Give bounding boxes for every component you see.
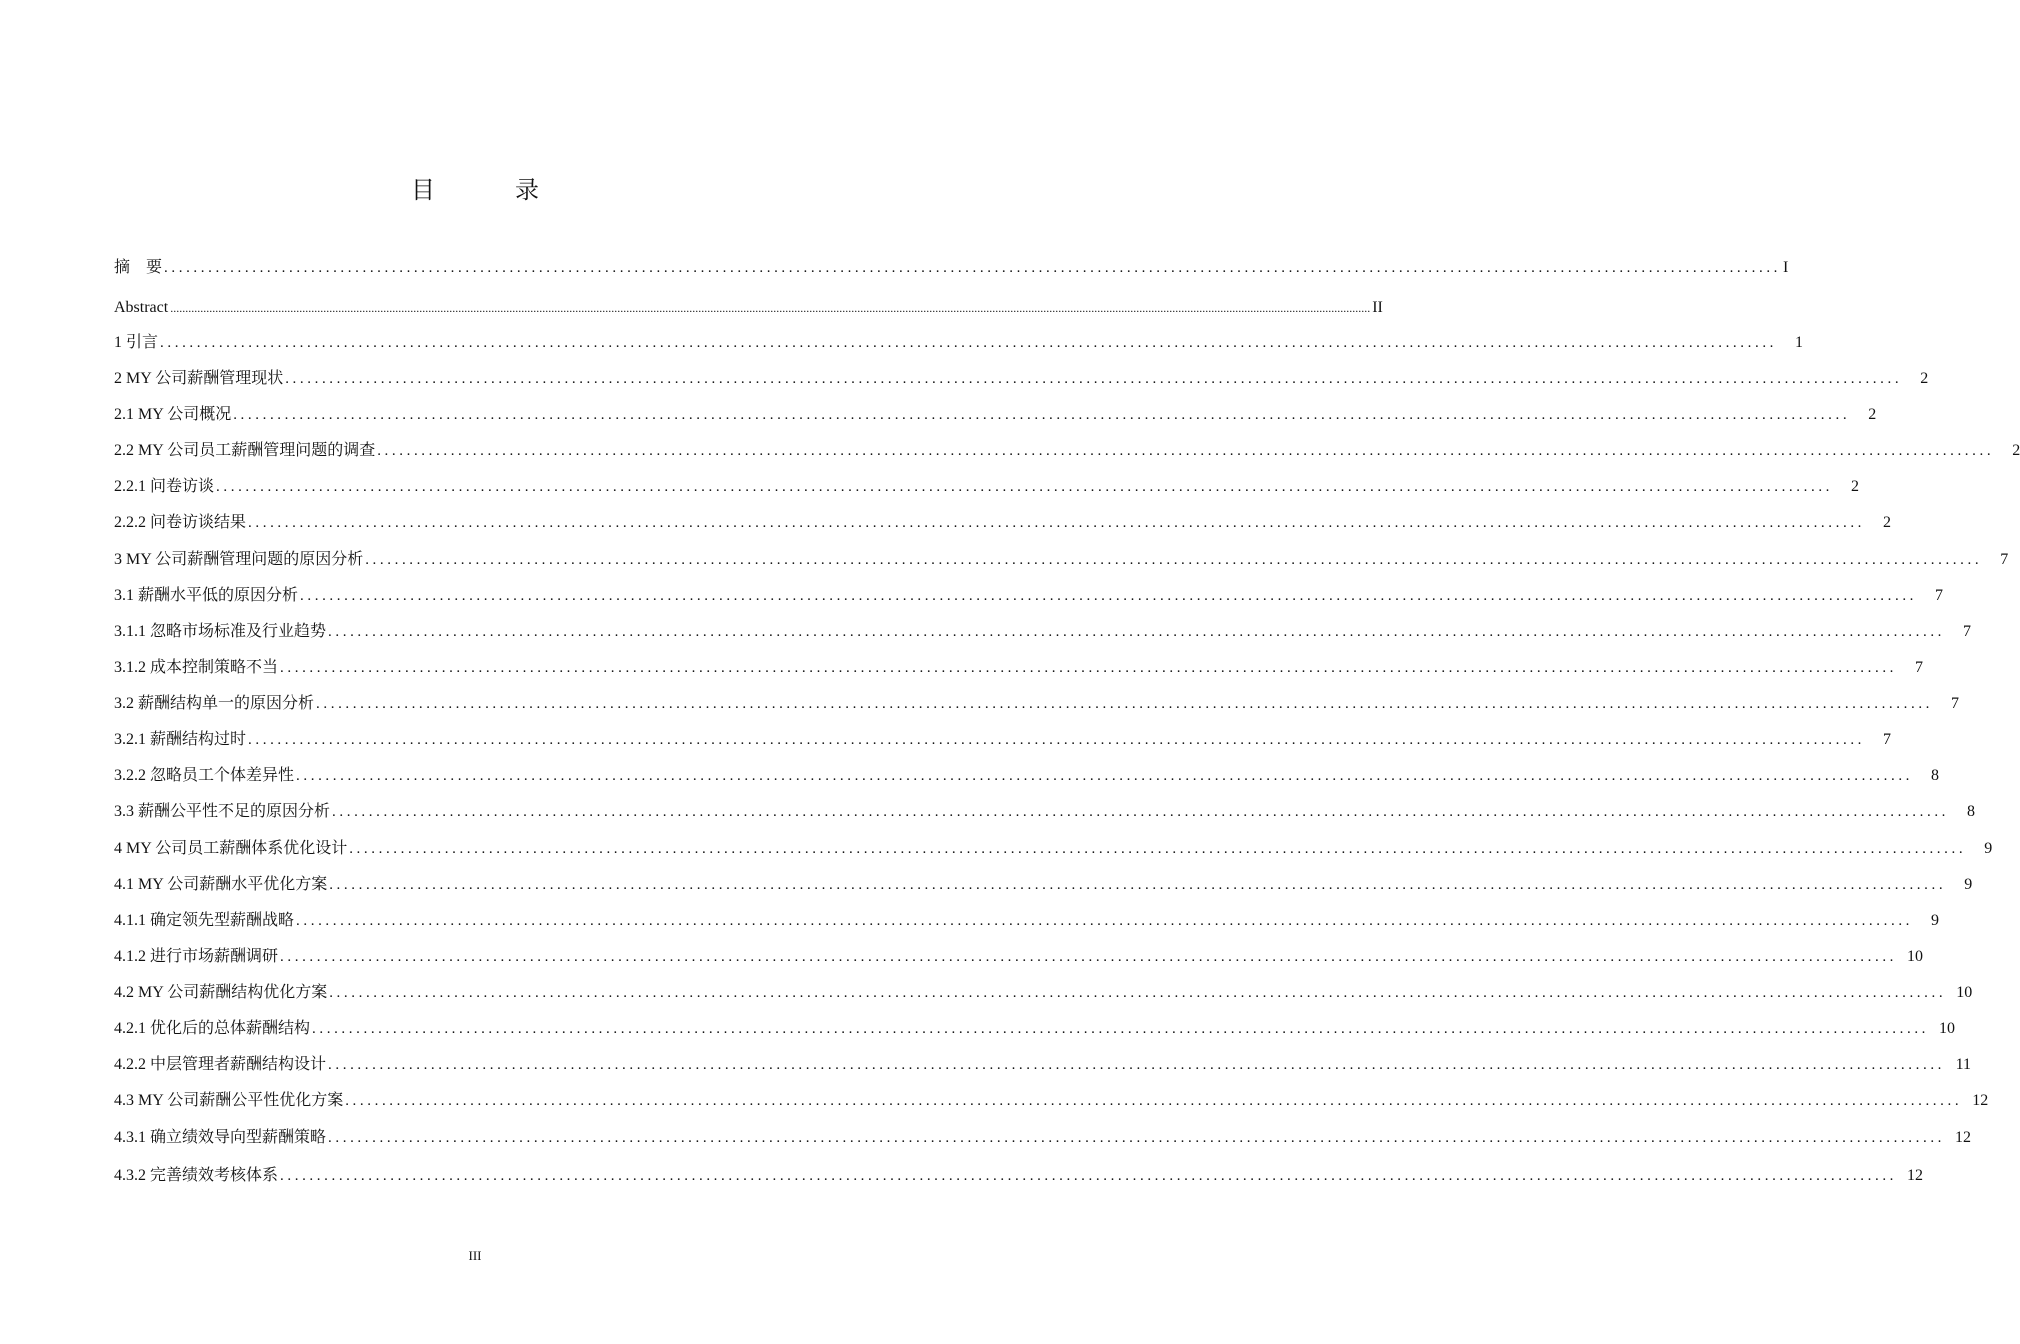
toc-entry-page-number: 7: [1935, 587, 1944, 604]
toc-leader-dots: ............................................................................................................................................................................................................................: [296, 913, 1914, 929]
toc-entry[interactable]: [114, 909, 1940, 933]
toc-entry[interactable]: [114, 620, 1972, 644]
toc-entry[interactable]: [114, 296, 1383, 320]
toc-entry-label: 2.2.1 问卷访谈: [114, 478, 215, 495]
toc-entry[interactable]: [114, 1053, 1972, 1077]
toc-entry[interactable]: [114, 367, 1929, 391]
toc-leader-dots: ............................................................................................................................................................................................................................: [349, 841, 1967, 857]
toc-entry-label: 3.3 薪酬公平性不足的原因分析: [114, 803, 331, 820]
toc-entry[interactable]: [114, 692, 1960, 716]
toc-entry-label: 4 MY 公司员工薪酬体系优化设计: [114, 840, 348, 857]
toc-entry-page-number: 2: [2012, 442, 2020, 459]
toc-leader-dots: ............................................................................................................................................................................................................................: [160, 335, 1778, 351]
toc-entry-page-number: 10: [1939, 1020, 1956, 1037]
toc-entry[interactable]: [114, 256, 1789, 280]
toc-leader-dots: ............................................................................................................................................................................................................................: [280, 1168, 1898, 1184]
toc-entry-page-number: 8: [1931, 767, 1940, 784]
toc-entry-page-number: 1: [1795, 334, 1804, 351]
toc-entry[interactable]: [114, 873, 1973, 897]
toc-leader-dots: ............................................................................................................................................................................................................................: [216, 479, 1834, 495]
toc-entry-label: 4.2 MY 公司薪酬结构优化方案: [114, 984, 328, 1001]
toc-leader-dots: ............................................................................................................................................................................................................................: [285, 371, 1903, 387]
toc-leader-dots: ............................................................................................................................................................................................................................: [300, 588, 1918, 604]
page-title: 目 录: [411, 176, 567, 204]
toc-entry-page-number: 2: [1883, 514, 1892, 531]
toc-entry-label: 摘 要: [114, 259, 163, 276]
toc-entry-label: 2 MY 公司薪酬管理现状: [114, 370, 284, 387]
toc-leader-dots: ............................................................................................................................................................................................................................: [345, 1093, 1963, 1109]
toc-entry-label: 3.1.1 忽略市场标准及行业趋势: [114, 623, 327, 640]
toc-leader-dots: ............................................................................................................................................................................................................................: [365, 552, 1983, 568]
toc-entry[interactable]: [114, 584, 1944, 608]
toc-entry-page-number: 9: [1931, 912, 1940, 929]
toc-entry[interactable]: [114, 945, 1924, 969]
toc-entry[interactable]: [114, 548, 2009, 572]
toc-entry-page-number: 9: [1964, 876, 1973, 893]
toc-entry-page-number: 10: [1956, 984, 1973, 1001]
toc-leader-dots: ................................................................................................................................................................................................................................................................................................................................................................................................................: [170, 301, 1371, 315]
toc-leader-dots: ............................................................................................................................................................................................................................: [332, 804, 1950, 820]
toc-entry-label: 3.2 薪酬结构单一的原因分析: [114, 695, 315, 712]
toc-entry-page-number: 8: [1967, 803, 1976, 820]
toc-entry-label: 3.2.1 薪酬结构过时: [114, 731, 247, 748]
toc-entry-label: 3 MY 公司薪酬管理问题的原因分析: [114, 551, 364, 568]
toc-entry[interactable]: [114, 403, 1877, 427]
toc-entry[interactable]: [114, 1089, 1989, 1113]
toc-entry-page-number: 7: [1951, 695, 1960, 712]
toc-leader-dots: ............................................................................................................................................................................................................................: [328, 1130, 1946, 1146]
toc-entry-label: 4.3 MY 公司薪酬公平性优化方案: [114, 1092, 344, 1109]
toc-leader-dots: ............................................................................................................................................................................................................................: [316, 696, 1934, 712]
toc-leader-dots: ............................................................................................................................................................................................................................: [312, 1021, 1930, 1037]
toc-entry[interactable]: [114, 1017, 1956, 1041]
toc-entry-label: 2.2.2 问卷访谈结果: [114, 514, 247, 531]
toc-leader-dots: ............................................................................................................................................................................................................................: [164, 260, 1782, 276]
toc-entry-page-number: 7: [2000, 551, 2009, 568]
toc-entry[interactable]: [114, 1126, 1972, 1150]
toc-entry-page-number: 7: [1915, 659, 1924, 676]
footer-page-number: III: [468, 1248, 482, 1263]
toc-entry-label: 4.3.2 完善绩效考核体系: [114, 1167, 279, 1184]
toc-leader-dots: ............................................................................................................................................................................................................................: [329, 985, 1947, 1001]
toc-entry-label: 3.1 薪酬水平低的原因分析: [114, 587, 299, 604]
toc-entry-label: 4.3.1 确立绩效导向型薪酬策略: [114, 1129, 327, 1146]
toc-entry[interactable]: [114, 981, 1973, 1005]
toc-entry-label: 4.2.2 中层管理者薪酬结构设计: [114, 1056, 327, 1073]
toc-entry-page-number: 12: [1955, 1129, 1972, 1146]
toc-entry-label: 4.1 MY 公司薪酬水平优化方案: [114, 876, 328, 893]
toc-entry-label: 3.1.2 成本控制策略不当: [114, 659, 279, 676]
toc-entry-label: 4.1.1 确定领先型薪酬战略: [114, 912, 295, 929]
toc-entry[interactable]: [114, 331, 1804, 355]
toc-entry-page-number: 2: [1868, 406, 1877, 423]
toc-entry-page-number: II: [1372, 299, 1383, 316]
toc-entry[interactable]: [114, 1164, 1924, 1188]
toc-leader-dots: ............................................................................................................................................................................................................................: [296, 768, 1914, 784]
toc-entry[interactable]: [114, 764, 1940, 788]
toc-entry[interactable]: [114, 439, 2020, 463]
toc-entry-page-number: 11: [1955, 1056, 1972, 1073]
toc-entry-label: 3.2.2 忽略员工个体差异性: [114, 767, 295, 784]
toc-leader-dots: ............................................................................................................................................................................................................................: [328, 1057, 1946, 1073]
toc-leader-dots: ............................................................................................................................................................................................................................: [280, 949, 1898, 965]
toc-entry[interactable]: [114, 511, 1892, 535]
toc-entry-page-number: 7: [1883, 731, 1892, 748]
toc-entry-page-number: 12: [1907, 1167, 1924, 1184]
toc-leader-dots: ............................................................................................................................................................................................................................: [233, 407, 1851, 423]
toc-leader-dots: ............................................................................................................................................................................................................................: [329, 877, 1947, 893]
toc-leader-dots: ............................................................................................................................................................................................................................: [248, 515, 1866, 531]
toc-entry[interactable]: [114, 728, 1892, 752]
toc-entry-label: Abstract: [114, 299, 169, 316]
toc-entry-page-number: 12: [1972, 1092, 1989, 1109]
toc-leader-dots: ............................................................................................................................................................................................................................: [377, 443, 1995, 459]
toc-entry[interactable]: [114, 475, 1860, 499]
toc-entry-label: 2.2 MY 公司员工薪酬管理问题的调查: [114, 442, 376, 459]
toc-entry-label: 4.2.1 优化后的总体薪酬结构: [114, 1020, 311, 1037]
toc-entry-page-number: 10: [1907, 948, 1924, 965]
toc-entry-page-number: 9: [1984, 840, 1993, 857]
toc-entry-page-number: 2: [1851, 478, 1860, 495]
toc-entry-label: 1 引言: [114, 334, 159, 351]
toc-entry[interactable]: [114, 656, 1924, 680]
toc-leader-dots: ............................................................................................................................................................................................................................: [248, 732, 1866, 748]
toc-entry-label: 2.1 MY 公司概况: [114, 406, 232, 423]
toc-entry[interactable]: [114, 800, 1976, 824]
toc-entry-page-number: I: [1783, 259, 1789, 276]
toc-entry-label: 4.1.2 进行市场薪酬调研: [114, 948, 279, 965]
toc-entry-page-number: 7: [1963, 623, 1972, 640]
toc-leader-dots: ............................................................................................................................................................................................................................: [280, 660, 1898, 676]
toc-entry-page-number: 2: [1920, 370, 1929, 387]
toc-entry[interactable]: [114, 837, 1993, 861]
toc-leader-dots: ............................................................................................................................................................................................................................: [328, 624, 1946, 640]
